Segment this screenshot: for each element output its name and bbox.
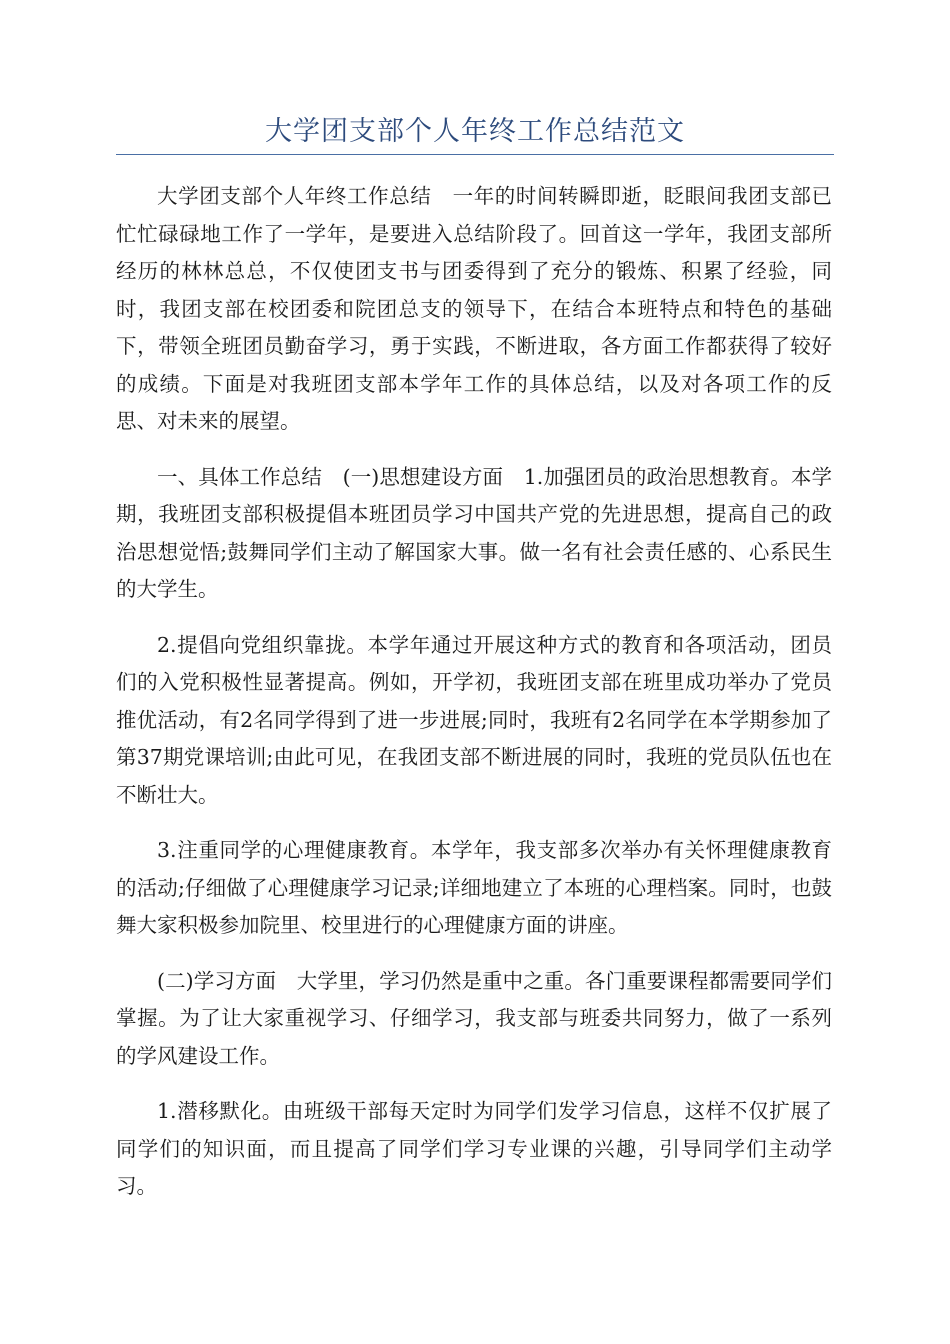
- document-body: [116, 178, 832, 1224]
- paragraph-mental-health: 3.注重同学的心理健康教育。本学年，我支部多次举办有关怀理健康教育的活动;仔细做了心理健康学习记录;详细地建立了本班的心理档案。同时，也鼓舞大家积极参加院里、校里进行的心理健康方面的讲座。: [116, 838, 832, 937]
- title-underline: [116, 154, 834, 155]
- paragraph-influence: 1.潜移默化。由班级干部每天定时为同学们发学习信息，这样不仅扩展了同学们的知识面，而且提高了同学们学习专业课的兴趣，引导同学们主动学习。: [116, 1099, 832, 1198]
- paragraph-political-education: 一、具体工作总结 (一)思想建设方面 1.加强团员的政治思想教育。本学期，我班团支部积极提倡本班团员学习中国共产党的先进思想，提高自己的政治思想觉悟;鼓舞同学们主动了解国家大事。做一名有社会责任感的、心系民生的大学生。: [116, 464, 832, 601]
- paragraph-intro: 大学团支部个人年终工作总结 一年的时间转瞬即逝，眨眼间我团支部已忙忙碌碌地工作了一学年，是要进入总结阶段了。回首这一学年，我团支部所经历的林林总总，不仅使团支书与团委得到了充分的锻炼、积累了经验，同时，我团支部在校团委和院团总支的领导下，在结合本班特点和特色的基础下，带领全班团员勤奋学习，勇于实践，不断进取，各方面工作都获得了较好的成绩。下面是对我班团支部本学年工作的具体总结，以及对各项工作的反思、对未来的展望。: [116, 184, 832, 433]
- paragraph-party-organization: 2.提倡向党组织靠拢。本学年通过开展这种方式的教育和各项活动，团员们的入党积极性显著提高。例如，开学初，我班团支部在班里成功举办了党员推优活动，有2名同学得到了进一步进展;同时，我班有2名同学在本学期参加了第37期党课培训;由此可见，在我团支部不断进展的同时，我班的党员队伍也在不断壮大。: [116, 632, 832, 807]
- paragraph-study: (二)学习方面 大学里，学习仍然是重中之重。各门重要课程都需要同学们掌握。为了让大家重视学习、仔细学习，我支部与班委共同努力，做了一系列的学风建设工作。: [116, 968, 832, 1068]
- document-title: 大学团支部个人年终工作总结范文: [265, 116, 685, 147]
